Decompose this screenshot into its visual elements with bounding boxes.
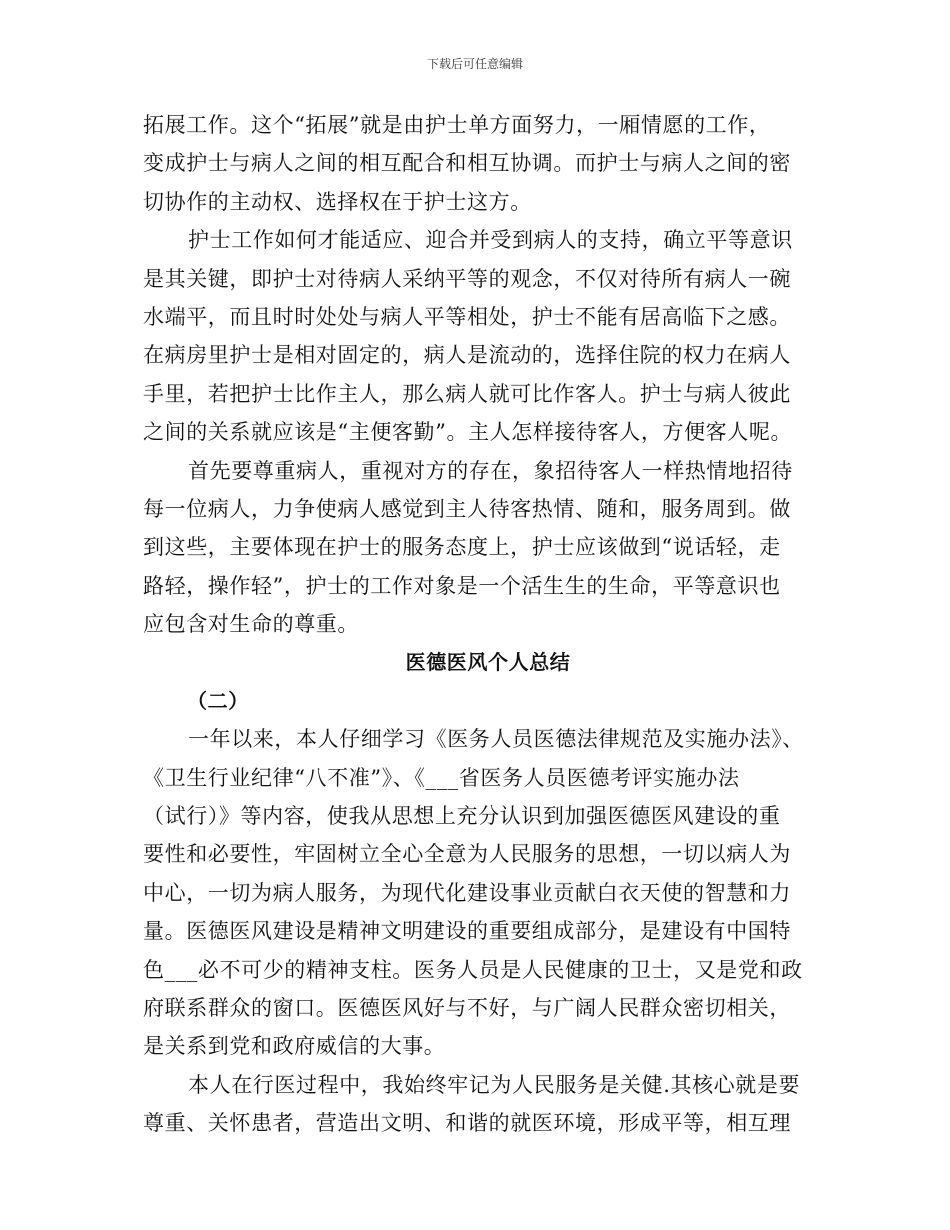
text-line: 应包含对生命的尊重。 [143, 612, 359, 637]
text-line: 护士工作如何才能适应、迎合并受到病人的支持，确立平等意识 [188, 228, 793, 253]
text-line: 之间的关系就应该是“主便客勤”。主人怎样接待客人，方便客人呢。 [143, 420, 793, 445]
text-line: 每一位病人，力争使病人感觉到主人待客热情、随和，服务周到。做 [143, 496, 791, 521]
text-line: 水端平，而且时时处处与病人平等相处，护士不能有居高临下之感。 [143, 304, 791, 329]
text-line: 路轻，操作轻”，护士的工作对象是一个活生生的生命，平等意识也 [143, 573, 781, 598]
text-line: 是其关键，即护士对待病人采纳平等的观念，不仅对待所有病人一碗 [143, 266, 791, 291]
text-line: （试行）》等内容，使我从思想上充分认识到加强医德医风建设的重 [143, 804, 781, 829]
text-line: 府联系群众的窗口。医德医风好与不好，与广阔人民群众密切相关， [143, 995, 791, 1020]
text-line: 首先要尊重病人，重视对方的存在，象招待客人一样热情地招待 [188, 458, 793, 483]
text-line: 变成护士与病人之间的相互配合和相互协调。而护士与病人之间的密 [143, 151, 791, 176]
text-line: 色___必不可少的精神支柱。医务人员是人民健康的卫士，又是党和政 [143, 957, 803, 982]
text-line: 本人在行医过程中，我始终牢记为人民服务是关健.其核心就是要 [188, 1072, 801, 1097]
text-line: 一年以来，本人仔细学习《医务人员医德法律规范及实施办法》、 [188, 727, 804, 752]
text-line: 尊重、关怀患者，营造出文明、和谐的就医环境，形成平等，相互理 [143, 1111, 791, 1136]
text-line: 切协作的主动权、选择权在于护士这方。 [143, 189, 532, 214]
body-text [143, 106, 833, 1143]
text-line: 量。医德医风建设是精神文明建设的重要组成部分，是建设有中国特 [143, 919, 791, 944]
text-line: 中心，一切为病人服务，为现代化建设事业贡献白衣天使的智慧和力 [143, 880, 791, 905]
text-line: 要性和必要性，牢固树立全心全意为人民服务的思想，一切以病人为 [143, 842, 791, 867]
text-line: 手里，若把护士比作主人，那么病人就可比作客人。护士与病人彼此 [143, 381, 791, 406]
section-title: 医德医风个人总结 [405, 650, 571, 675]
text-line: 拓展工作。这个“拓展”就是由护士单方面努力，一厢情愿的工作， [143, 113, 771, 137]
text-line: 在病房里护士是相对固定的，病人是流动的，选择住院的权力在病人 [143, 343, 791, 368]
text-line: 是关系到党和政府威信的大事。 [143, 1034, 446, 1059]
text-line: 《卫生行业纪律“八不准”》、《___省医务人员医德考评实施办法 [143, 765, 740, 790]
text-line: 到这些，主要体现在护士的服务态度上，护士应该做到“说话轻，走 [143, 535, 781, 560]
section-subtitle: （二） [187, 688, 249, 713]
page-header: 下载后可任意编辑 [426, 57, 523, 71]
